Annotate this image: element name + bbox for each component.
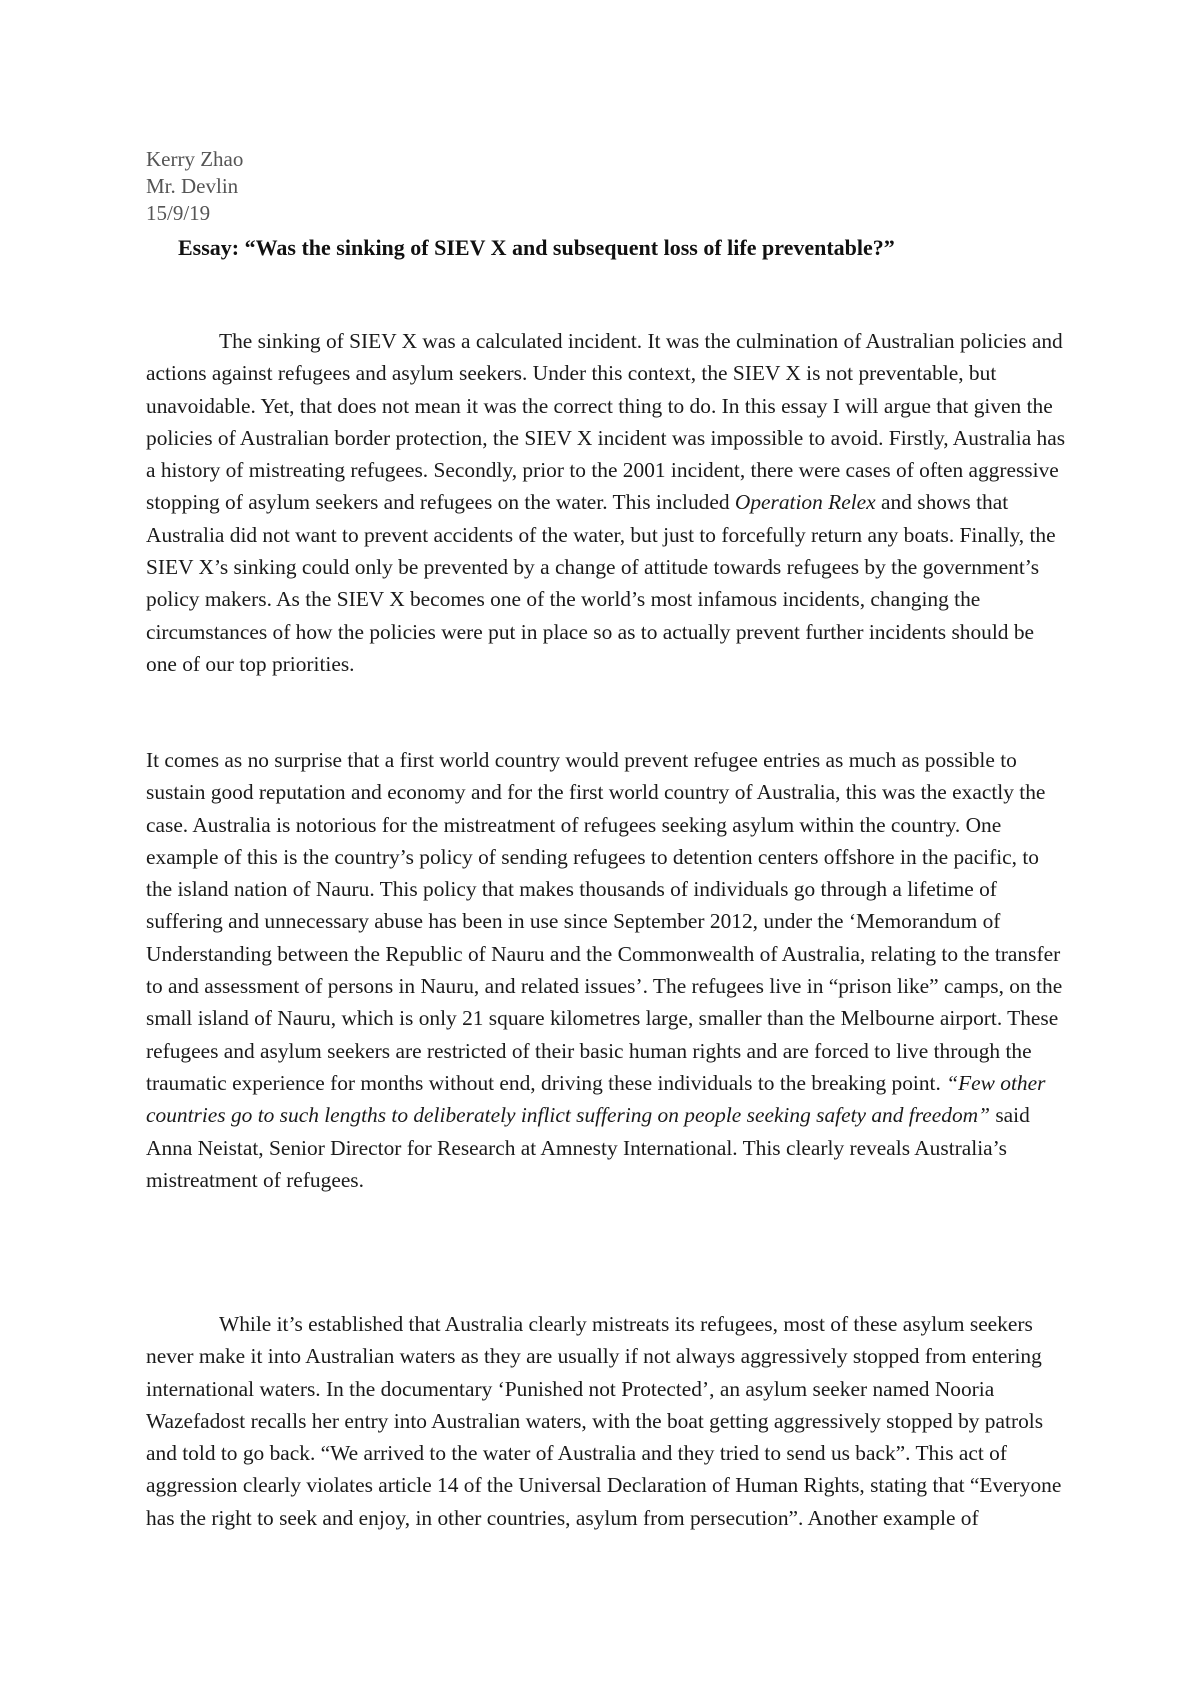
paragraph-mistreatment	[146, 744, 1066, 1196]
italic-quote: “Few other countries go to such lengths to deliberately inflict suffering on people seeking safety and freedom”	[146, 1070, 1046, 1128]
paragraph-aggressive-stopping	[146, 1308, 1066, 1534]
paragraph-introduction	[146, 325, 1066, 680]
author-name: Kerry Zhao	[146, 147, 244, 171]
paragraph-text: The sinking of SIEV X was a calculated incident. It was the culmination of Australian policies and actions against refugees and asylum seekers. Under this context, the SIEV X is not preventable, but unavoidable. Yet, that does not mean it was the correct thing to do. In this essay I will argue that given the policies of Australian border protection, the SIEV X incident was impossible to avoid. Firstly, Australia has a history of mistreating refugees. Secondly, prior to the 2001 incident, there were cases of often aggressive stopping of asylum seekers and refugees on the water. This included	[146, 329, 1066, 515]
paragraph-text: said Anna Neistat, Senior Director for Research at Amnesty International. This clearly reveals Australia’s mistreatment of refugees.	[146, 1103, 1030, 1192]
teacher-name: Mr. Devlin	[146, 174, 239, 198]
essay-date: 15/9/19	[146, 201, 211, 225]
paragraph-text: and shows that Australia did not want to prevent accidents of the water, but just to forcefully return any boats. Finally, the SIEV X’s sinking could only be prevented by a change of attitude towards refugees by the government’s policy makers. As the SIEV X becomes one of the world’s most infamous incidents, changing the circumstances of how the policies were put in place so as to actually prevent further incidents should be one of our top priorities.	[146, 490, 1056, 676]
essay-title: Essay: “Was the sinking of SIEV X and subsequent loss of life preventable?”	[178, 235, 895, 260]
italic-operation-name: Operation Relex	[734, 490, 876, 515]
paragraph-text: It comes as no surprise that a first world country would prevent refugee entries as much as possible to sustain good reputation and economy and for the first world country of Australia, this was the exactly the case. Australia is notorious for the mistreatment of refugees seeking asylum within the country. One example of this is the country’s policy of sending refugees to detention centers offshore in the pacific, to the island nation of Nauru. This policy that makes thousands of individuals go through a lifetime of suffering and unnecessary abuse has been in use since September 2012, under the ‘Memorandum of Understanding between the Republic of Nauru and the Commonwealth of Australia, relating to the transfer to and assessment of persons in Nauru, and related issues’. The refugees live in “prison like” camps, on the small island of Nauru, which is only 21 square kilometres large, smaller than the Melbourne airport. These refugees and asylum seekers are restricted of their basic human rights and are forced to live through the traumatic experience for months without end, driving these individuals to the breaking point.	[146, 748, 1063, 1095]
paragraph-text: While it’s established that Australia clearly mistreats its refugees, most of these asylum seekers never make it into Australian waters as they are usually if not always aggressively stopped from entering international waters. In the documentary ‘Punished not Protected’, an asylum seeker named Nooria Wazefadost recalls her entry into Australian waters, with the boat getting aggressively stopped by patrols and told to go back. “We arrived to the water of Australia and they tried to send us back”. This act of aggression clearly violates article 14 of the Universal Declaration of Human Rights, stating that “Everyone has the right to seek and enjoy, in other countries, asylum from persecution”. Another example of	[146, 1312, 1062, 1530]
author-header	[146, 146, 243, 227]
